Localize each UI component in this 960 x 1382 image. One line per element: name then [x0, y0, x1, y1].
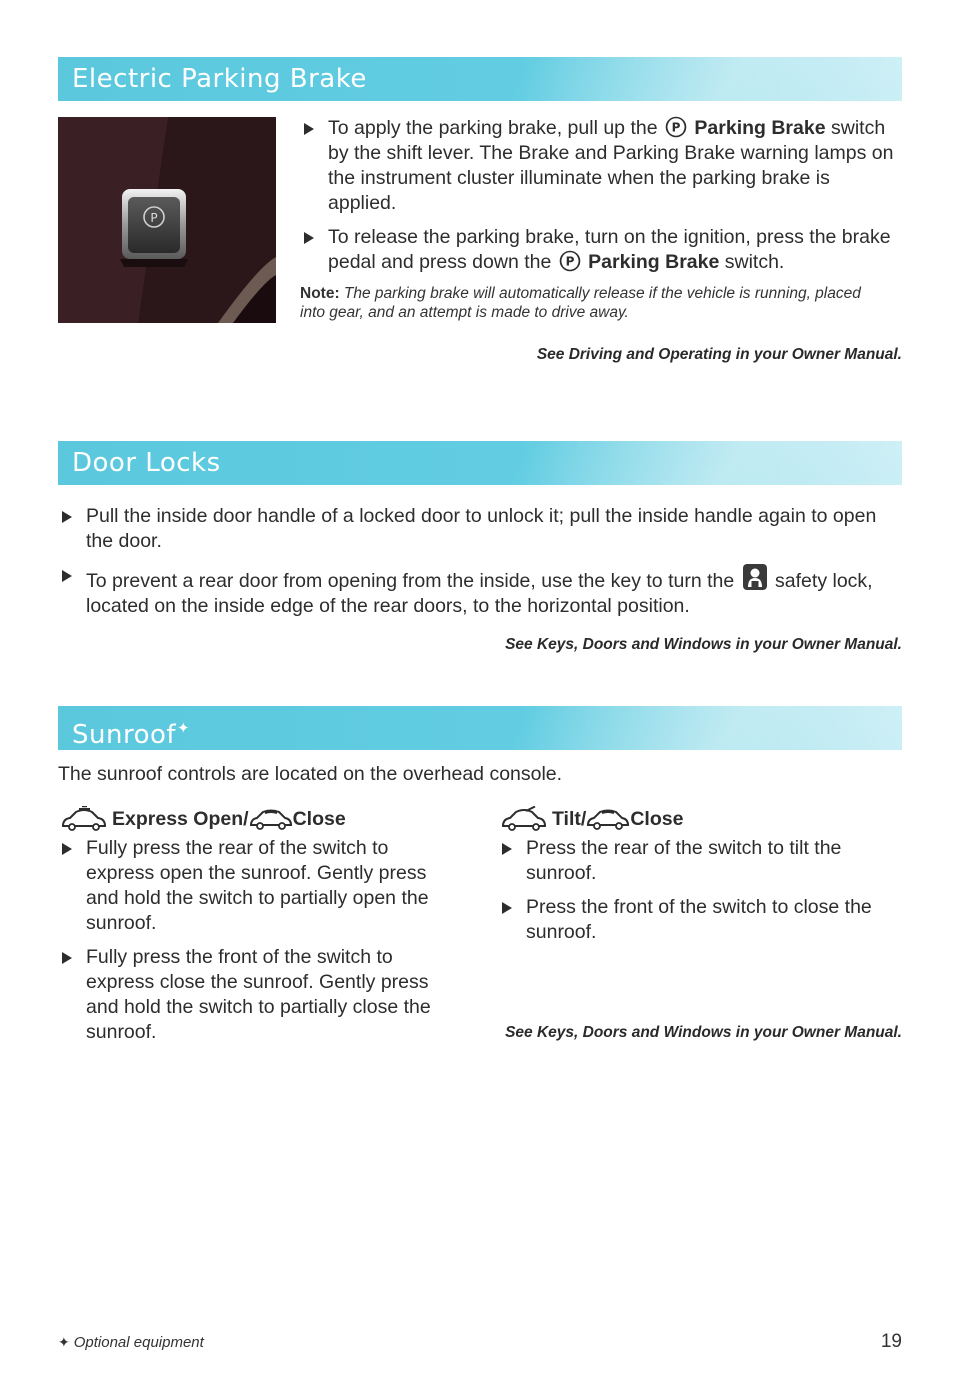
list-item: To release the parking brake, turn on the ignition, press the brake pedal and press down the P Parking Brake switch. [300, 225, 900, 275]
section-title-sunroof: Sunroof✦ [72, 719, 191, 750]
list-item: To prevent a rear door from opening from the inside, use the key to turn the safety lock, located on the inside edge of the rear doors, to the horizontal position. [58, 563, 903, 619]
optional-mark-icon: ✦ [177, 719, 191, 737]
section-title-parking-brake: Electric Parking Brake [72, 64, 367, 94]
bullet-arrow-icon [304, 123, 314, 135]
sunroof-express-bullets [58, 836, 448, 1054]
bullet-arrow-icon [62, 511, 72, 523]
parking-brake-icon [665, 116, 687, 138]
list-item: To apply the parking brake, pull up the P Parking Brake switch by the shift lever. The Brake and Parking Brake warning lamps on the instrument cluster illuminate when the parking brake is applied. [300, 116, 900, 216]
optional-mark-icon: ✦ [58, 1334, 70, 1350]
child-lock-icon [742, 563, 768, 591]
list-item: Fully press the front of the switch to express close the sunroof. Gently press and hold the switch to partially close the sunroof. [58, 945, 448, 1045]
list-item: Fully press the rear of the switch to express open the sunroof. Gently press and hold the switch to partially open the sunroof. [58, 836, 448, 936]
parking-brake-photo [58, 117, 276, 323]
sunroof-close-icon [249, 807, 293, 831]
bullet-arrow-icon [62, 570, 72, 582]
parking-brake-note: Note: The parking brake will automatically release if the vehicle is running, placed into gear, and an attempt is made to drive away. [300, 285, 861, 321]
bullet-arrow-icon [304, 232, 314, 244]
see-also-driving: See Driving and Operating in your Owner Manual. [536, 346, 902, 363]
sunroof-close-icon [586, 807, 630, 831]
svg-text:P: P [150, 211, 158, 225]
door-locks-banner [58, 441, 902, 485]
bullet-arrow-icon [502, 843, 512, 855]
svg-text:P: P [565, 254, 575, 269]
parking-brake-icon [559, 250, 581, 272]
see-also-keys-doors: See Keys, Doors and Windows in your Owner Manual. [505, 636, 902, 653]
page-number: 19 [880, 1331, 902, 1352]
optional-equipment-note: ✦ Optional equipment [58, 1334, 204, 1351]
list-item: Press the front of the switch to close the sunroof. [498, 895, 898, 945]
parking-brake-bullets [300, 116, 900, 284]
section-title-door-locks: Door Locks [72, 448, 221, 478]
sunroof-open-icon [60, 806, 108, 832]
sunroof-tilt-heading: Tilt/ Close [500, 806, 683, 832]
parking-brake-banner [58, 57, 902, 101]
list-item: Pull the inside door handle of a locked door to unlock it; pull the inside handle again to open the door. [58, 504, 903, 554]
list-item: Press the rear of the switch to tilt the sunroof. [498, 836, 898, 886]
bullet-arrow-icon [62, 952, 72, 964]
sunroof-express-heading: Express Open/ Close [60, 806, 346, 832]
bullet-arrow-icon [502, 902, 512, 914]
see-also-keys-doors-sunroof: See Keys, Doors and Windows in your Owner Manual. [505, 1024, 902, 1041]
bullet-arrow-icon [62, 843, 72, 855]
sunroof-banner [58, 706, 902, 750]
sunroof-tilt-icon [500, 806, 548, 832]
svg-text:P: P [671, 120, 681, 135]
sunroof-tilt-bullets [498, 836, 898, 954]
door-locks-bullets [58, 504, 903, 628]
sunroof-intro: The sunroof controls are located on the overhead console. [58, 763, 563, 785]
